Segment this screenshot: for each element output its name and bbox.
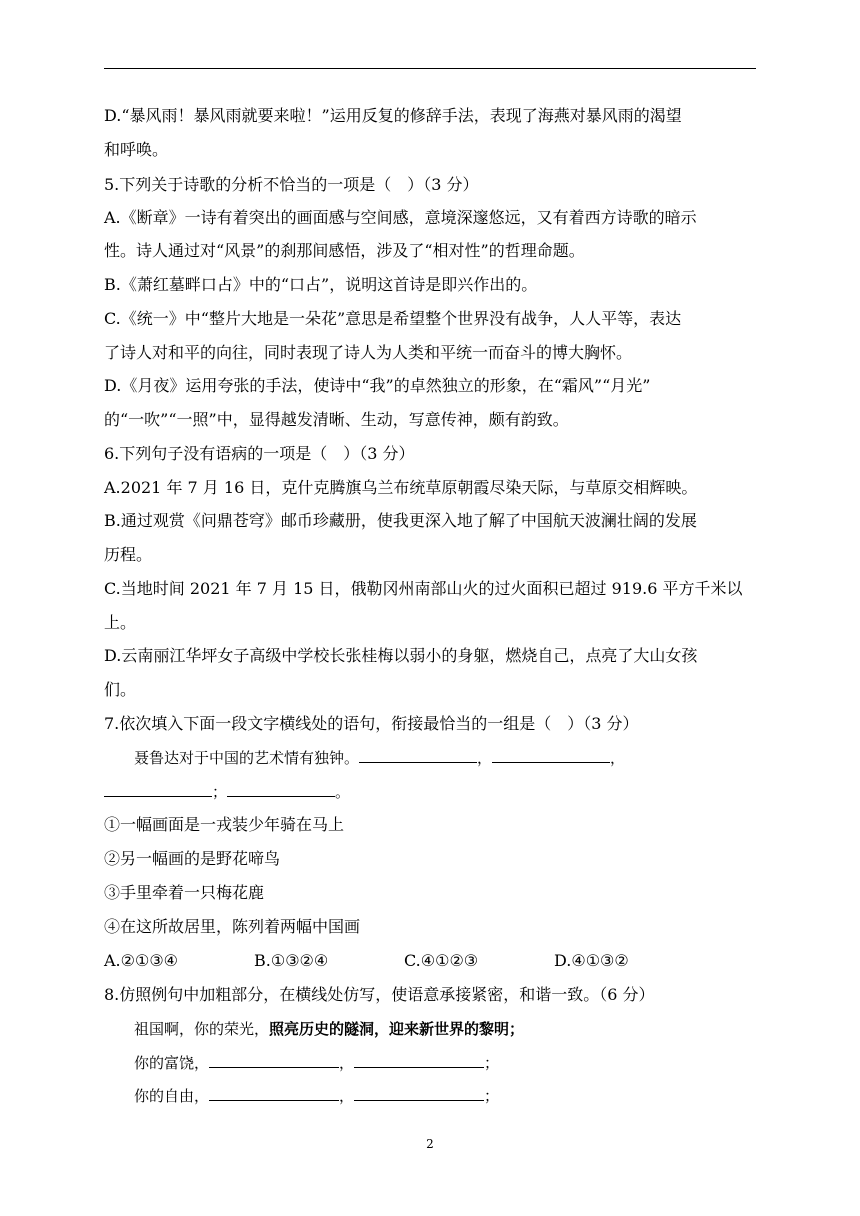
q7-passage-text: 聂鲁达对于中国的艺术情有独钟。 (134, 749, 360, 767)
q8-line-2-prefix: 你的自由， (134, 1087, 210, 1105)
q8-blank-3[interactable] (209, 1085, 339, 1101)
q6-option-a: A.2021 年 7 月 16 日，克什克腾旗乌兰布统草原朝霞尽染天际，与草原交相辉映。 (104, 478, 698, 497)
q7-comma-2: ， (610, 749, 626, 767)
q8-line-1 (134, 1052, 499, 1074)
q7-item-2: ②另一幅画的是野花啼鸟 (104, 849, 281, 868)
q8-stem: 8.仿照例句中加粗部分，在横线处仿写，使语意承接紧密，和谐一致。（6 分） (104, 985, 655, 1004)
q7-blank-4[interactable] (227, 781, 335, 797)
q7-blank-2[interactable] (492, 747, 610, 763)
q7-option-c: C.④①②③ (404, 951, 479, 970)
q5-option-d-line-2: 的“一吹”“一照”中，显得越发清晰、生动，写意传神，颇有韵致。 (104, 410, 569, 429)
q5-option-d-line-1: D.《月夜》运用夸张的手法，使诗中“我”的卓然独立的形象，在“霜风”“月光” (104, 376, 651, 395)
q6-option-d-line-2: 们。 (104, 680, 137, 699)
q7-item-4: ④在这所故居里，陈列着两幅中国画 (104, 917, 361, 936)
q8-example-plain: 祖国啊，你的荣光， (134, 1020, 270, 1038)
q7-comma-1: ， (477, 749, 493, 767)
q5-option-a-line-2: 性。诗人通过对“风景”的刹那间感悟，涉及了“相对性”的哲理命题。 (104, 241, 585, 260)
q7-item-3: ③手里牵着一只梅花鹿 (104, 883, 265, 902)
q5-stem: 5.下列关于诗歌的分析不恰当的一项是（ ）（3 分） (104, 175, 479, 194)
q4-option-d-line-1: D.“暴风雨！暴风雨就要来啦！”运用反复的修辞手法，表现了海燕对暴风雨的渴望 (104, 106, 682, 125)
q7-semicolon: ； (212, 783, 228, 801)
q8-line-1-prefix: 你的富饶， (134, 1054, 210, 1072)
q6-option-d-line-1: D.云南丽江华坪女子高级中学校长张桂梅以弱小的身躯，燃烧自己，点亮了大山女孩 (104, 646, 698, 665)
q6-option-b-line-2: 历程。 (104, 545, 153, 564)
q7-blank-1[interactable] (359, 747, 477, 763)
page-number: 2 (426, 1137, 434, 1151)
q7-period: 。 (335, 783, 351, 801)
q8-comma-1: ， (339, 1054, 355, 1072)
q8-example-bold: 照亮历史的隧洞，迎来新世界的黎明； (269, 1020, 525, 1038)
q8-semicolon-1: ； (484, 1054, 500, 1072)
q4-option-d-line-2: 和呼唤。 (104, 140, 169, 159)
q7-option-a: A.②①③④ (104, 951, 179, 970)
q8-semicolon-2: ； (484, 1087, 500, 1105)
q6-option-c-line-1: C.当地时间 2021 年 7 月 15 日，俄勒冈州南部山火的过火面积已超过 919.6 平方千米以 (104, 579, 743, 598)
q7-blank-3[interactable] (104, 781, 212, 797)
q7-option-d: D.④①③② (554, 951, 629, 970)
q7-option-b: B.①③②④ (254, 951, 329, 970)
q6-option-b-line-1: B.通过观赏《问鼎苍穹》邮币珍藏册，使我更深入地了解了中国航天波澜壮阔的发展 (104, 511, 697, 530)
q8-blank-1[interactable] (209, 1052, 339, 1068)
q5-option-a-line-1: A.《断章》一诗有着突出的画面感与空间感，意境深邃悠远，又有着西方诗歌的暗示 (104, 208, 697, 227)
q7-passage-line-2 (104, 781, 350, 803)
q8-line-2 (134, 1085, 499, 1107)
q6-stem: 6.下列句子没有语病的一项是（ ）（3 分） (104, 444, 415, 463)
q5-option-b: B.《萧红墓畔口占》中的“口占”，说明这首诗是即兴作出的。 (104, 275, 538, 294)
q7-passage-line-1 (134, 747, 625, 769)
q8-example (134, 1018, 524, 1040)
q7-item-1: ①一幅画面是一戎装少年骑在马上 (104, 815, 345, 834)
q5-option-c-line-2: 了诗人对和平的向往，同时表现了诗人为人类和平统一而奋斗的博大胸怀。 (104, 343, 633, 362)
q6-option-c-line-2: 上。 (104, 613, 137, 632)
q7-stem: 7.依次填入下面一段文字横线处的语句，衔接最恰当的一组是（ ）（3 分） (104, 714, 639, 733)
header-rule (104, 68, 756, 69)
q8-blank-4[interactable] (354, 1085, 484, 1101)
q8-comma-2: ， (339, 1087, 355, 1105)
q5-option-c-line-1: C.《统一》中“整片大地是一朵花”意思是希望整个世界没有战争，人人平等，表达 (104, 309, 682, 328)
q8-blank-2[interactable] (354, 1052, 484, 1068)
